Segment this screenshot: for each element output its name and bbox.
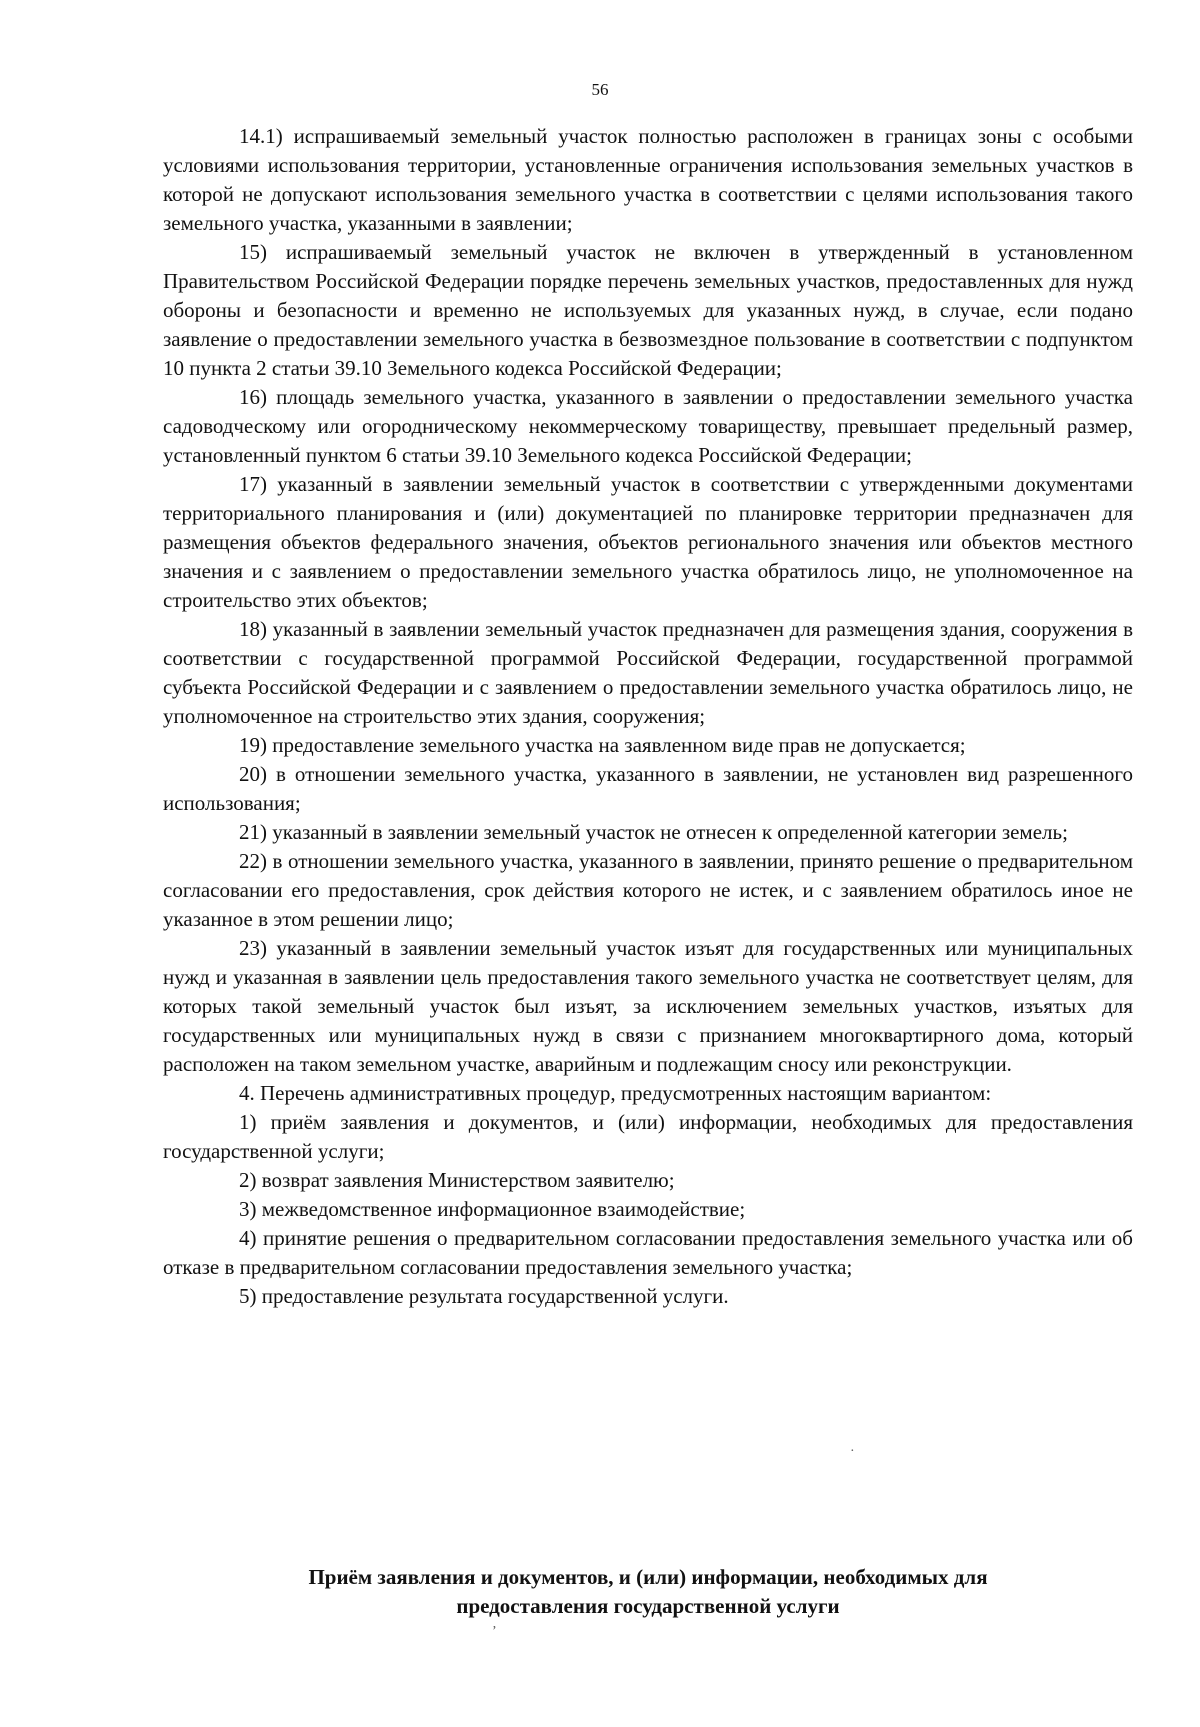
page-number: 56 — [591, 80, 609, 99]
section-4-intro: 4. Перечень административных процедур, предусмотренных настоящим вариантом: — [239, 1081, 992, 1105]
paragraph-19: 19) предоставление земельного участка на заявленном виде прав не допускается; — [239, 733, 966, 757]
paragraph-15: 15) испрашиваемый земельный участок не включен в утвержденный в установленном Правительством Российской Федерации порядке перечень земельных участков, предоставленных для нужд обороны и безопасности и временно не используемых для указанных нужд, в случае, если подано заявление о предоставлении земельного участка в безвозмездное пользование в соответствии с подпунктом 10 пункта 2 статьи 39.10 Земельного кодекса Российской Федерации; — [163, 240, 1133, 380]
section-heading — [163, 1563, 1133, 1621]
scan-speck: · — [850, 1444, 855, 1459]
procedure-item-3: 3) межведомственное информационное взаимодействие; — [239, 1197, 746, 1221]
procedure-item-1: 1) приём заявления и документов, и (или) информации, необходимых для предоставления государственной услуги; — [163, 1110, 1133, 1163]
paragraph-14-1: 14.1) испрашиваемый земельный участок полностью расположен в границах зоны с особыми условиями использования территории, установленные ограничения использования земельных участков в которой не допускают использования земельного участка в соответствии с целями использования такого земельного участка, указанными в заявлении; — [163, 124, 1133, 235]
procedure-item-4: 4) принятие решения о предварительном согласовании предоставления земельного участка или об отказе в предварительном согласовании предоставления земельного участка; — [163, 1226, 1133, 1279]
paragraph-18: 18) указанный в заявлении земельный участок предназначен для размещения здания, сооружения в соответствии с государственной программой Российской Федерации, государственной программой субъекта Российской Федерации и с заявлением о предоставлении земельного участка обратилось лицо, не уполномоченное на строительство этих здания, сооружения; — [163, 617, 1133, 728]
paragraph-17: 17) указанный в заявлении земельный участок в соответствии с утвержденными документами территориального планирования и (или) документацией по планировке территории предназначен для размещения объектов федерального значения, объектов регионального значения или объектов местного значения и с заявлением о предоставлении земельного участка обратилось лицо, не уполномоченное на строительство этих объектов; — [163, 472, 1133, 612]
paragraph-22: 22) в отношении земельного участка, указанного в заявлении, принято решение о предварительном согласовании его предоставления, срок действия которого не истек, и с заявлением обратилось иное не указанное в этом решении лицо; — [163, 849, 1133, 931]
paragraph-21: 21) указанный в заявлении земельный участок не отнесен к определенной категории земель; — [239, 820, 1068, 844]
paragraph-20: 20) в отношении земельного участка, указанного в заявлении, не установлен вид разрешенного использования; — [163, 762, 1133, 815]
procedure-item-5: 5) предоставление результата государственной услуги. — [239, 1284, 729, 1308]
section-heading-line-2: предоставления государственной услуги — [456, 1594, 840, 1618]
paragraph-23: 23) указанный в заявлении земельный участок изъят для государственных или муниципальных нужд и указанная в заявлении цель предоставления такого земельного участка не соответствует целям, для которых такой земельный участок был изъят, за исключением земельных участков, изъятых для государственных или муниципальных нужд в связи с признанием многоквартирного дома, который расположен на таком земельном участке, аварийным и подлежащим сносу или реконструкции. — [163, 936, 1133, 1076]
procedure-item-2: 2) возврат заявления Министерством заявителю; — [239, 1168, 675, 1192]
document-body — [163, 122, 1133, 1311]
scan-speck: ʼ — [492, 1624, 497, 1639]
paragraph-16: 16) площадь земельного участка, указанного в заявлении о предоставлении земельного участка садоводческому или огородническому некоммерческому товариществу, превышает предельный размер, установленный пунктом 6 статьи 39.10 Земельного кодекса Российской Федерации; — [163, 385, 1133, 467]
section-heading-line-1: Приём заявления и документов, и (или) информации, необходимых для — [308, 1565, 988, 1589]
